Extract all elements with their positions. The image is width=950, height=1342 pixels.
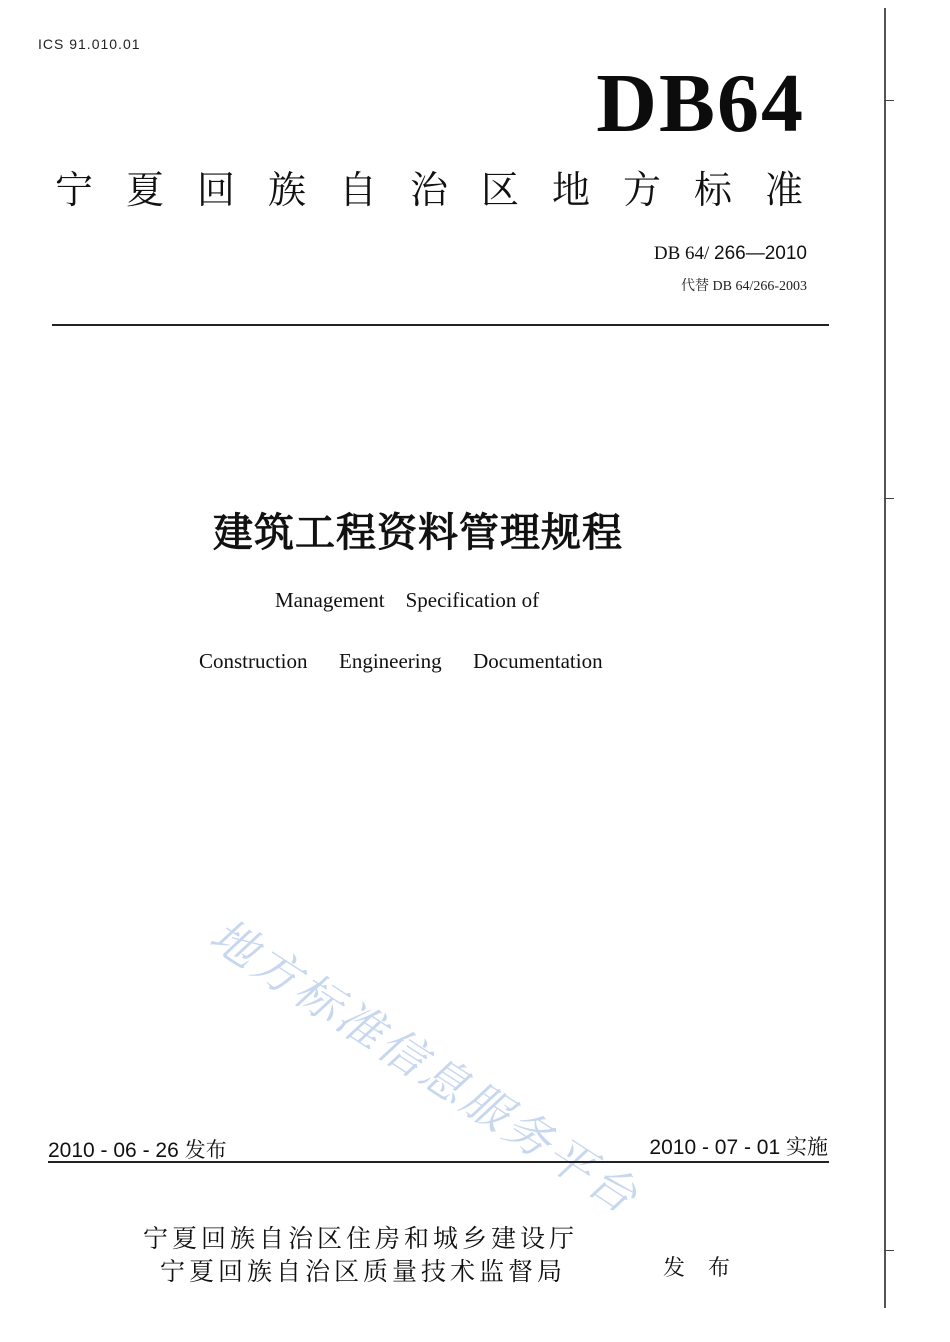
document-title-chinese: 建筑工程资料管理规程 [213,510,623,556]
issuer-line-1: 宁夏回族自治区住房和城乡建设厅 [143,1224,579,1253]
scan-edge-tick [884,498,894,499]
issuer-line-2: 宁夏回族自治区质量技术监督局 [160,1257,567,1286]
standard-type-heading: 宁夏回族自治区地方标准 [55,168,837,212]
implementation-date: 2010 - 07 - 01 实施 [649,1136,828,1159]
scan-edge-tick [884,1250,894,1251]
issue-date: 2010 - 06 - 26 发布 [48,1139,227,1162]
standard-number-suffix: 266—2010 [714,243,807,264]
scan-edge-line [884,8,886,1308]
top-divider [52,324,829,326]
watermark: 地方标准信息服务平台 [200,907,650,1226]
ics-code: ICS 91.010.01 [38,36,141,52]
standard-number [654,243,807,265]
scan-edge-tick [884,100,894,101]
bottom-divider [48,1161,829,1163]
publish-label: 发 布 [663,1256,738,1281]
document-title-english-line2: Construction Engineering Documentation [199,649,603,673]
standard-number-prefix: DB 64/ [653,243,715,264]
standard-code-logo: DB64 [596,57,805,150]
replaces-note: 代替 DB 64/266-2003 [681,279,807,294]
document-title-english-line1: Management Specification of [275,588,540,612]
